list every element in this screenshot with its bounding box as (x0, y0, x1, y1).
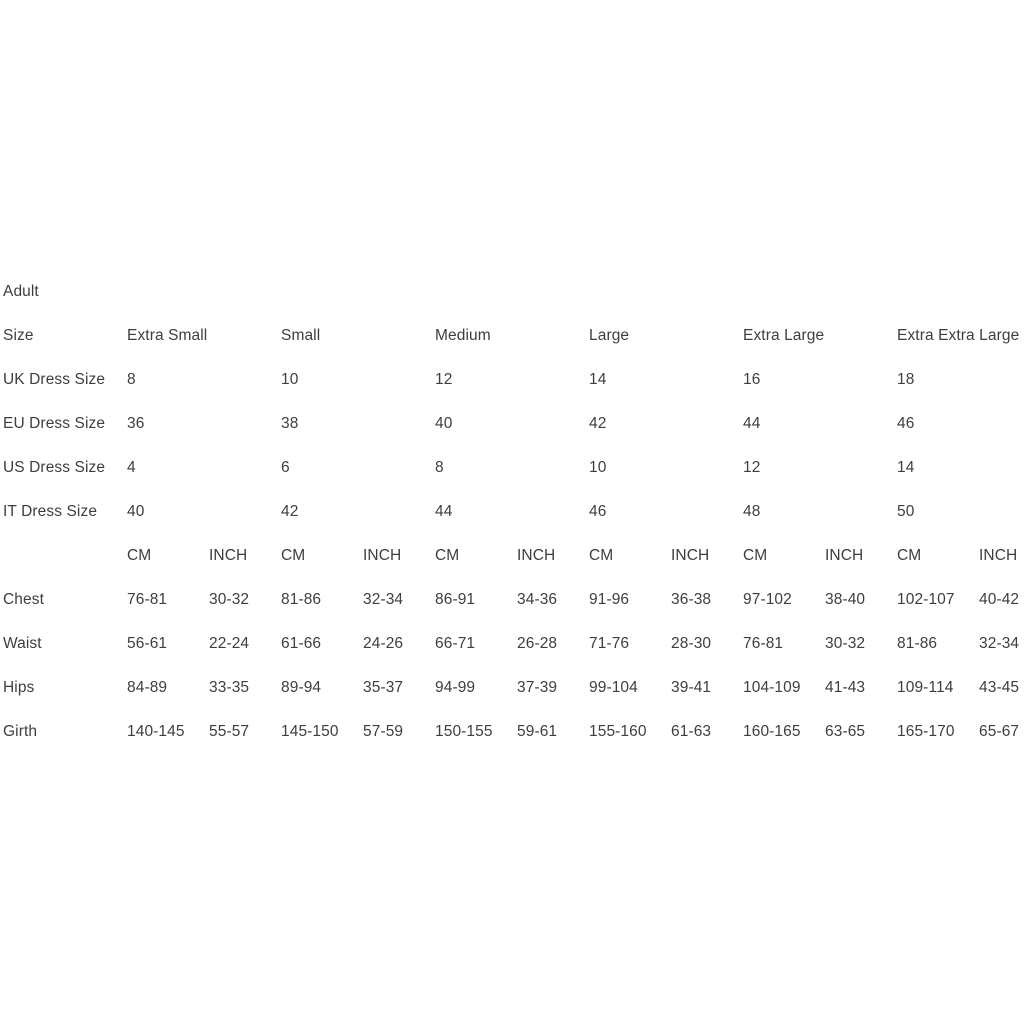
measure-cell: 89-94 (281, 679, 322, 696)
measure-cell: 109-114 (897, 679, 954, 696)
size-name-cell: Extra Large (743, 327, 825, 344)
dress-size-cell: 14 (589, 371, 607, 388)
measure-cell: 91-96 (589, 591, 630, 608)
dress-size-cell: 42 (281, 503, 299, 520)
size-name-cell: Small (281, 327, 321, 344)
measure-cell: 81-86 (281, 591, 322, 608)
dress-size-cell: 12 (743, 459, 761, 476)
measure-cell: 59-61 (517, 723, 558, 740)
dress-size-cell: 38 (281, 415, 299, 432)
measure-cell: 84-89 (127, 679, 168, 696)
measure-cell: 76-81 (743, 635, 784, 652)
measure-cell: 39-41 (671, 679, 712, 696)
table-group-label: Adult (3, 283, 39, 300)
dress-size-cell: 4 (127, 459, 136, 476)
unit-header-cm: CM (435, 547, 460, 564)
measure-cell: 43-45 (979, 679, 1020, 696)
unit-header-inch: INCH (671, 547, 710, 564)
dress-size-cell: 46 (589, 503, 607, 520)
dress-size-cell: 44 (743, 415, 761, 432)
measure-cell: 24-26 (363, 635, 404, 652)
measure-cell: 86-91 (435, 591, 476, 608)
dress-size-cell: 18 (897, 371, 915, 388)
measure-cell: 35-37 (363, 679, 404, 696)
unit-header-inch: INCH (209, 547, 248, 564)
row-label-hips: Hips (3, 679, 35, 696)
unit-header-inch: INCH (517, 547, 556, 564)
measure-cell: 30-32 (825, 635, 866, 652)
measure-cell: 55-57 (209, 723, 250, 740)
unit-header-cm: CM (589, 547, 614, 564)
dress-size-cell: 42 (589, 415, 607, 432)
unit-header-cm: CM (127, 547, 152, 564)
measure-cell: 61-63 (671, 723, 712, 740)
row-label-us-dress-size: US Dress Size (3, 459, 106, 476)
measure-cell: 160-165 (743, 723, 801, 740)
measure-cell: 71-76 (589, 635, 630, 652)
dress-size-cell: 50 (897, 503, 915, 520)
measure-cell: 40-42 (979, 591, 1020, 608)
row-label-waist: Waist (3, 635, 42, 652)
measure-cell: 102-107 (897, 591, 955, 608)
measure-cell: 145-150 (281, 723, 339, 740)
size-name-cell: Large (589, 327, 630, 344)
measure-cell: 38-40 (825, 591, 866, 608)
measure-cell: 150-155 (435, 723, 493, 740)
measure-cell: 32-34 (363, 591, 404, 608)
dress-size-cell: 8 (127, 371, 136, 388)
measure-cell: 56-61 (127, 635, 168, 652)
row-label-girth: Girth (3, 723, 38, 740)
measure-cell: 140-145 (127, 723, 185, 740)
measure-cell: 34-36 (517, 591, 558, 608)
unit-header-inch: INCH (363, 547, 402, 564)
dress-size-cell: 36 (127, 415, 145, 432)
dress-size-cell: 44 (435, 503, 453, 520)
row-label-size: Size (3, 327, 34, 344)
dress-size-cell: 40 (127, 503, 145, 520)
dress-size-cell: 16 (743, 371, 761, 388)
measure-cell: 63-65 (825, 723, 866, 740)
row-label-uk-dress-size: UK Dress Size (3, 371, 106, 388)
unit-header-inch: INCH (825, 547, 864, 564)
row-label-chest: Chest (3, 591, 44, 608)
measure-cell: 57-59 (363, 723, 404, 740)
row-label-eu-dress-size: EU Dress Size (3, 415, 106, 432)
size-name-cell: Extra Small (127, 327, 208, 344)
measure-cell: 30-32 (209, 591, 250, 608)
row-label-it-dress-size: IT Dress Size (3, 503, 98, 520)
unit-header-cm: CM (743, 547, 768, 564)
measure-cell: 104-109 (743, 679, 801, 696)
measure-cell: 33-35 (209, 679, 250, 696)
measure-cell: 26-28 (517, 635, 558, 652)
size-chart-table (3, 270, 1024, 754)
dress-size-cell: 6 (281, 459, 290, 476)
measure-cell: 32-34 (979, 635, 1020, 652)
measure-cell: 61-66 (281, 635, 322, 652)
measure-cell: 94-99 (435, 679, 476, 696)
unit-header-cm: CM (897, 547, 922, 564)
dress-size-cell: 46 (897, 415, 915, 432)
measure-cell: 155-160 (589, 723, 647, 740)
dress-size-cell: 12 (435, 371, 453, 388)
measure-cell: 81-86 (897, 635, 938, 652)
measure-cell: 22-24 (209, 635, 250, 652)
unit-header-inch: INCH (979, 547, 1018, 564)
measure-cell: 66-71 (435, 635, 476, 652)
measure-cell: 28-30 (671, 635, 712, 652)
dress-size-cell: 40 (435, 415, 453, 432)
measure-cell: 97-102 (743, 591, 792, 608)
dress-size-cell: 10 (589, 459, 607, 476)
measure-cell: 76-81 (127, 591, 168, 608)
measure-cell: 37-39 (517, 679, 558, 696)
measure-cell: 165-170 (897, 723, 955, 740)
measure-cell: 99-104 (589, 679, 638, 696)
measure-cell: 41-43 (825, 679, 866, 696)
measure-cell: 65-67 (979, 723, 1020, 740)
size-name-cell: Extra Extra Large (897, 327, 1020, 344)
dress-size-cell: 8 (435, 459, 444, 476)
unit-header-cm: CM (281, 547, 306, 564)
dress-size-cell: 14 (897, 459, 915, 476)
measure-cell: 36-38 (671, 591, 712, 608)
dress-size-cell: 10 (281, 371, 299, 388)
dress-size-cell: 48 (743, 503, 761, 520)
size-name-cell: Medium (435, 327, 491, 344)
